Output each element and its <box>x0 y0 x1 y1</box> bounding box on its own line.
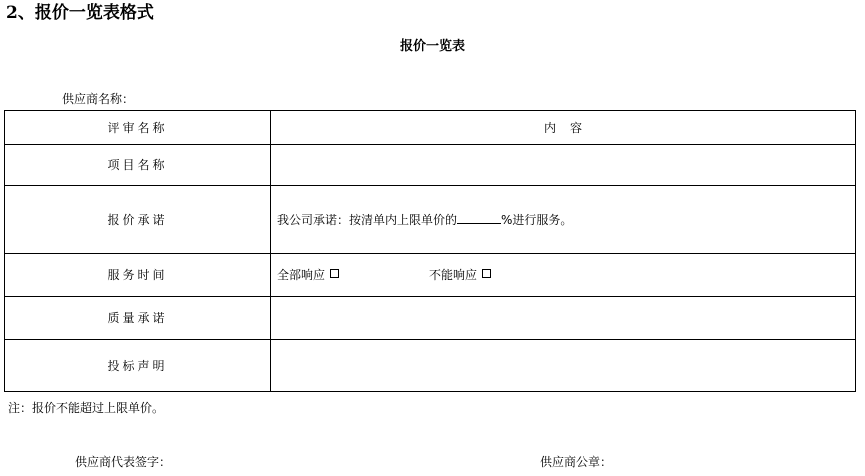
quote-summary-table <box>4 110 856 392</box>
document-title: 报价一览表 <box>399 39 465 54</box>
bid-statement-cell[interactable] <box>271 340 856 392</box>
quality-commitment-cell[interactable] <box>271 297 856 340</box>
row-label-quote-commitment: 报价承诺 <box>5 186 271 254</box>
service-time-cell <box>271 254 856 297</box>
header-label-cell: 评审名称 <box>5 111 271 145</box>
option-full-response-label: 全部响应 <box>277 268 326 282</box>
quote-commitment-cell <box>271 186 856 254</box>
row-label-project-name: 项目名称 <box>5 145 271 186</box>
table-header-row <box>5 111 856 145</box>
table-row-quote-commitment <box>5 186 856 254</box>
table-row-quality-commitment <box>5 297 856 340</box>
header-content-cell: 内容 <box>271 111 856 145</box>
option-no-response <box>429 267 491 283</box>
row-label-quality-commitment: 质量承诺 <box>5 297 271 340</box>
option-full-response <box>277 267 339 283</box>
representative-signature-label: 供应商代表签字： <box>75 455 172 469</box>
quote-commitment-text-before: 我公司承诺：按清单内上限单价的 <box>277 213 458 227</box>
row-label-service-time: 服务时间 <box>5 254 271 297</box>
price-note: 注：报价不能超过上限单价。 <box>8 401 165 415</box>
section-heading: 2、报价一览表格式 <box>6 3 154 23</box>
quote-commitment-text-after: %进行服务。 <box>501 213 573 227</box>
row-label-bid-statement: 投标声明 <box>5 340 271 392</box>
no-response-checkbox[interactable] <box>482 269 491 278</box>
table-row-service-time <box>5 254 856 297</box>
percentage-blank[interactable] <box>457 211 501 224</box>
supplier-seal-label: 供应商公章： <box>540 455 613 469</box>
table-row-bid-statement <box>5 340 856 392</box>
table-row-project-name <box>5 145 856 186</box>
option-no-response-label: 不能响应 <box>429 268 478 282</box>
supplier-name-label: 供应商名称： <box>62 92 135 106</box>
full-response-checkbox[interactable] <box>330 269 339 278</box>
project-name-cell[interactable] <box>271 145 856 186</box>
